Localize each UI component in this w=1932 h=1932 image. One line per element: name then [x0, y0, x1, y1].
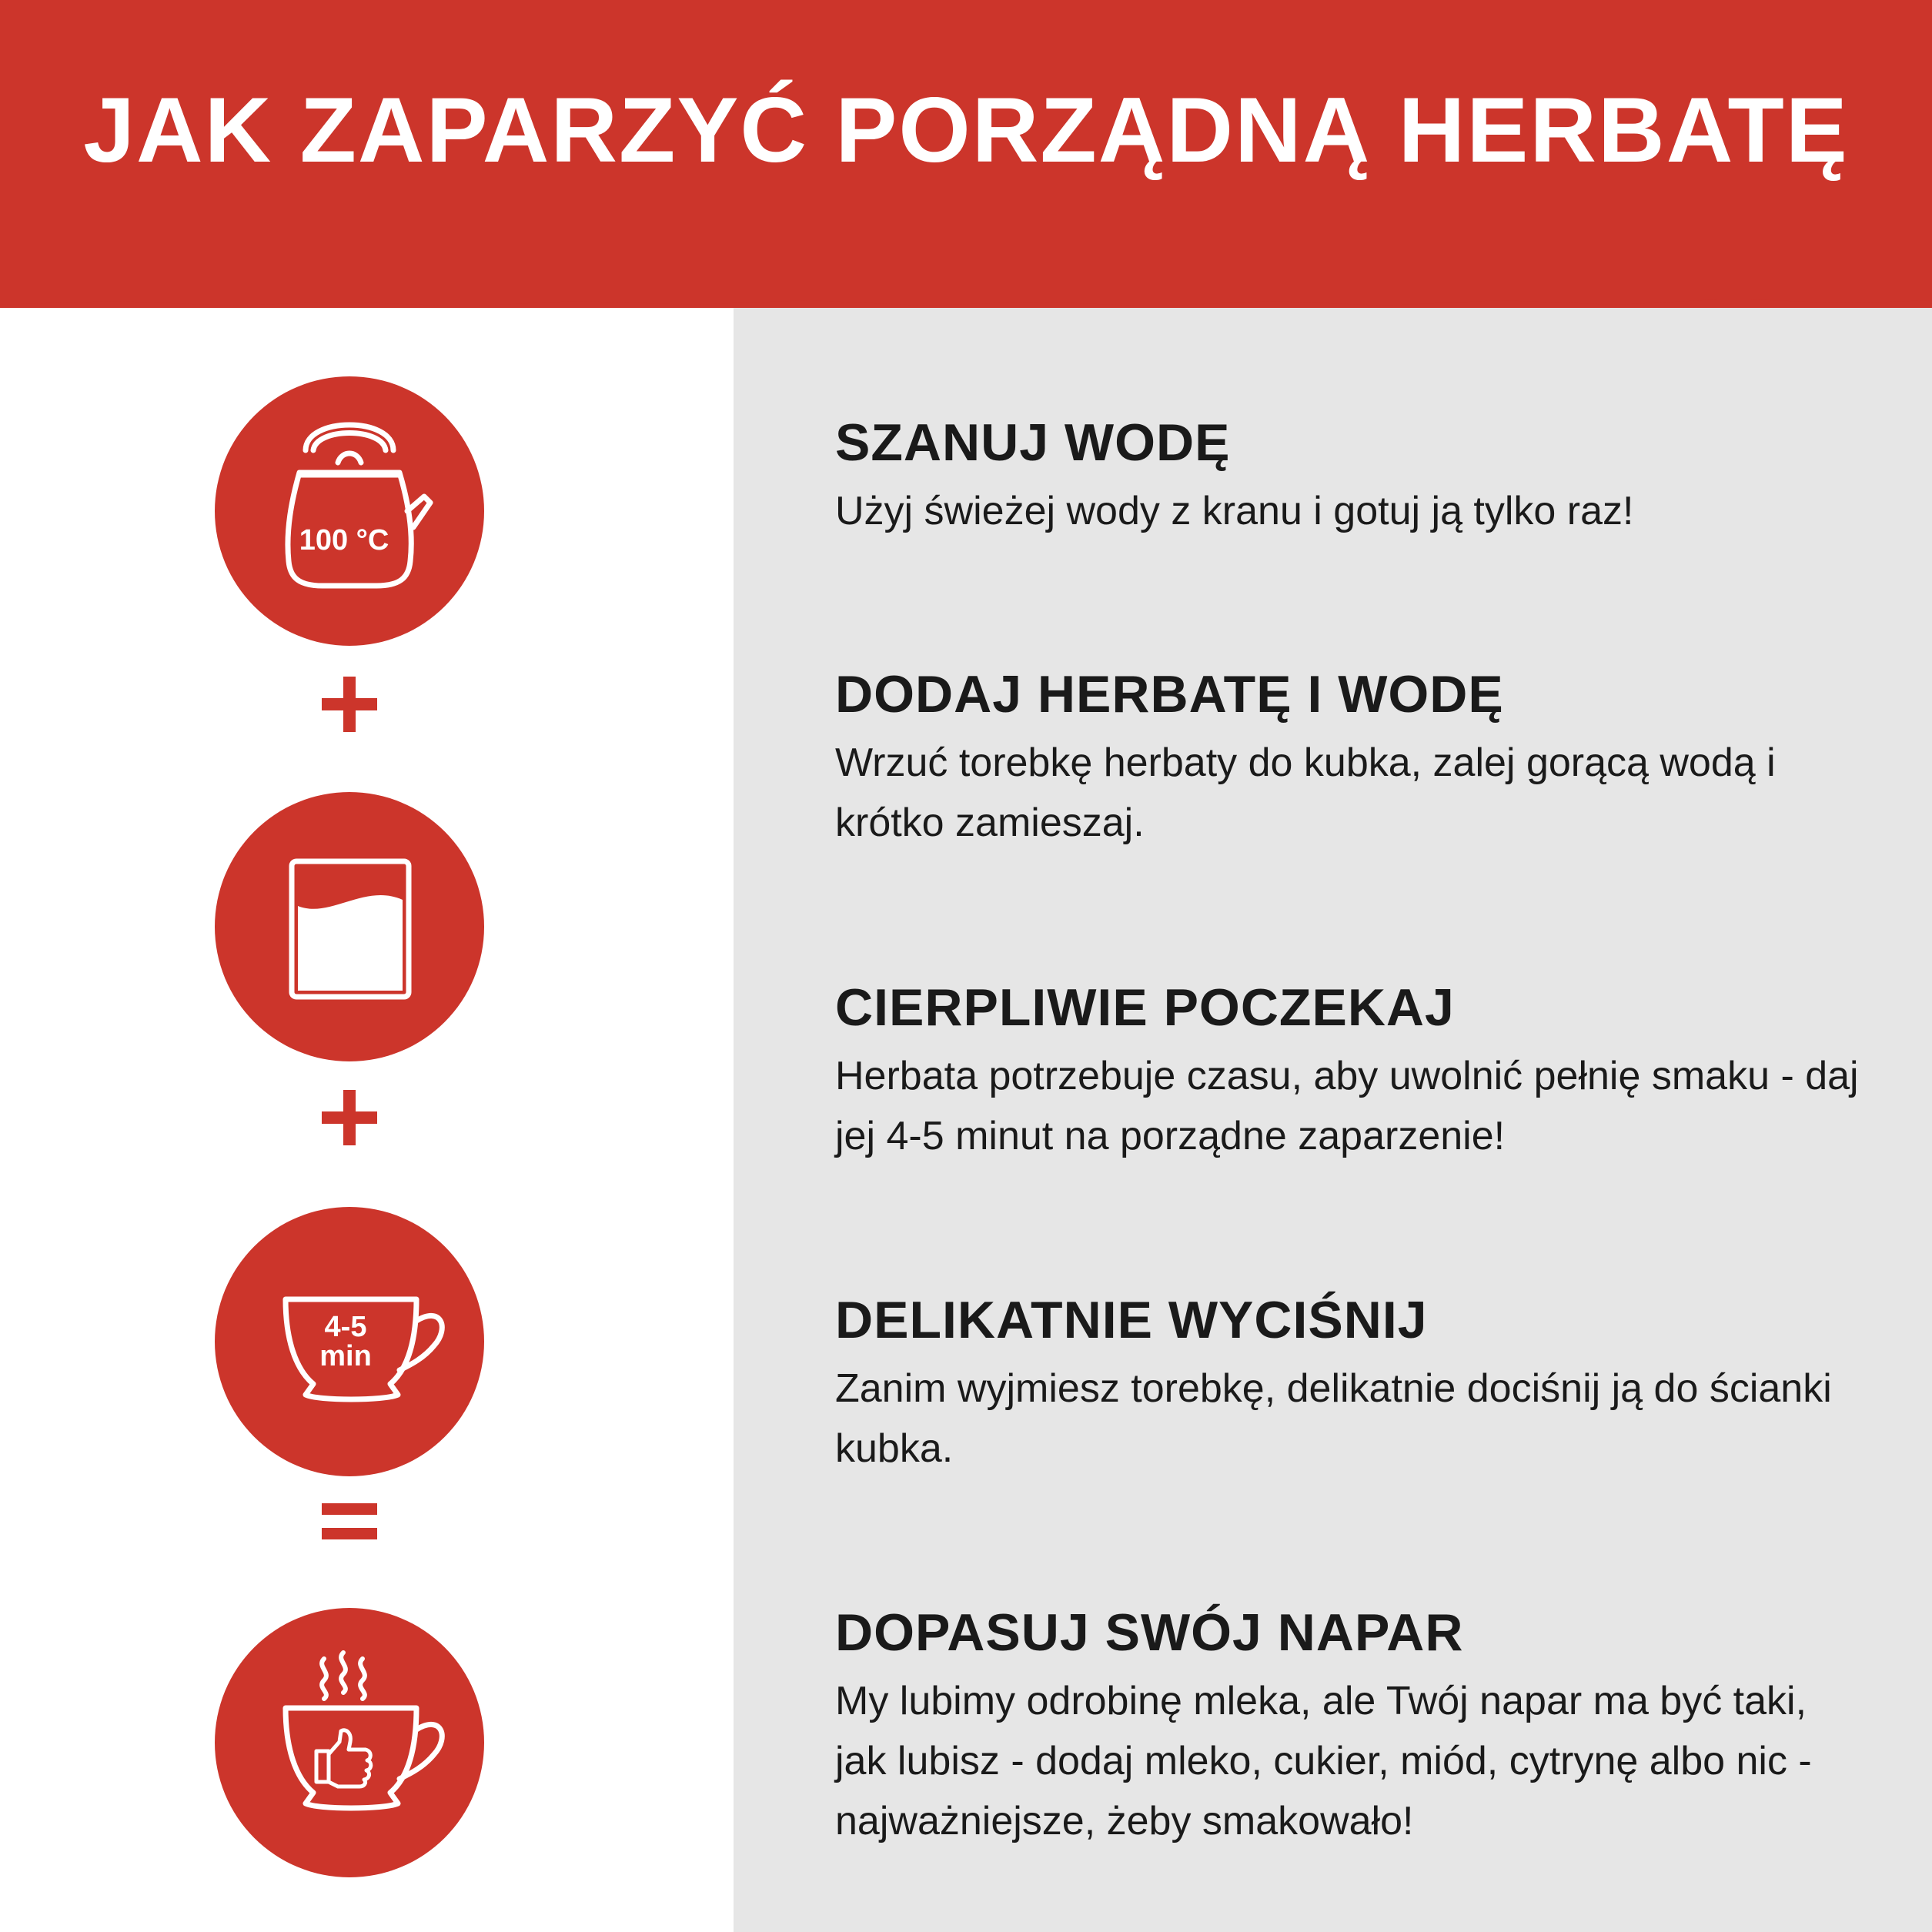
kettle-temp-label: 100 °C: [299, 524, 389, 557]
step-title: SZANUJ WODĘ: [835, 413, 1231, 472]
page-title: JAK ZAPARZYĆ PORZĄDNĄ HERBATĘ: [83, 79, 1849, 182]
steam-icon: [341, 1653, 346, 1693]
final-cup-circle: [215, 1608, 484, 1877]
steam-icon: [360, 1659, 365, 1699]
step-text: Zanim wyjmiesz torebkę, delikatnie dociśnij ją do ścianki kubka.: [835, 1366, 1832, 1471]
step-text: Herbata potrzebuje czasu, aby uwolnić pełnię smaku - daj jej 4-5 minut na porządne zaparzenie!: [835, 1054, 1859, 1158]
step-title: DELIKATNIE WYCIŚNIJ: [835, 1291, 1428, 1349]
mug-circle: [215, 792, 484, 1061]
equals-icon: [319, 1499, 380, 1545]
timer-label-line1: 4-5: [324, 1311, 367, 1343]
teacup-timer-icon: [215, 1207, 484, 1476]
step-1: [835, 412, 1859, 541]
kettle-circle: [215, 376, 484, 646]
plus-icon: [319, 674, 380, 735]
step-title: DOPASUJ SWÓJ NAPAR: [835, 1603, 1464, 1662]
thumbs-up-icon: [316, 1730, 371, 1787]
step-title: CIERPLIWIE POCZEKAJ: [835, 978, 1455, 1037]
teacup-timer-circle: [215, 1207, 484, 1476]
step-2: [835, 663, 1859, 853]
step-5: [835, 1602, 1859, 1851]
plus-icon: [319, 1087, 380, 1148]
timer-label-line2: min: [319, 1340, 372, 1372]
step-title: DODAJ HERBATĘ I WODĘ: [835, 665, 1504, 724]
step-3: [835, 977, 1859, 1166]
steam-icon: [322, 1659, 326, 1699]
step-text: My lubimy odrobinę mleka, ale Twój napar ma być taki, jak lubisz - dodaj mleko, cukier, miód, cytrynę albo nic - najważniejsze, żeby smakowało!: [835, 1679, 1812, 1843]
step-text: Użyj świeżej wody z kranu i gotuj ją tylko raz!: [835, 489, 1634, 533]
kettle-icon: [215, 376, 484, 646]
steaming-cup-thumbs-up-icon: [215, 1608, 484, 1877]
step-text: Wrzuć torebkę herbaty do kubka, zalej gorącą wodą i krótko zamieszaj.: [835, 740, 1776, 845]
step-4: [835, 1289, 1859, 1479]
tea-mug-icon: [215, 792, 484, 1061]
